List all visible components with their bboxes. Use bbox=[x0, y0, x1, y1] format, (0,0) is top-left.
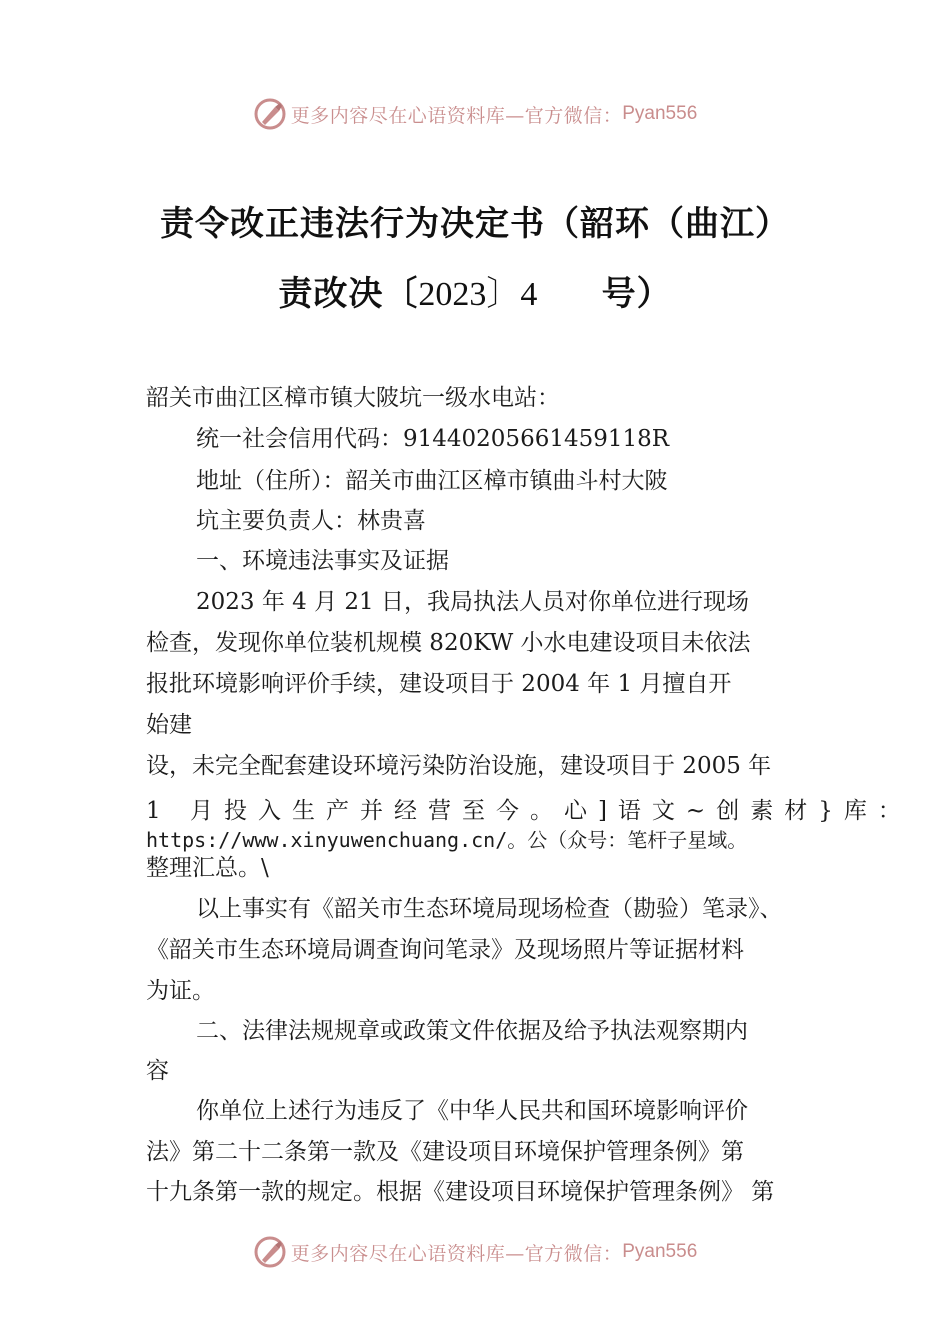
responsible-person: 坑主要负责人：林贵喜 bbox=[196, 508, 426, 534]
watermark-wechat-id: Pyan556 bbox=[622, 103, 698, 124]
document-title-line2 bbox=[0, 266, 950, 315]
watermark-wechat-id: Pyan556 bbox=[622, 1241, 698, 1262]
section2-heading-cont: 容 bbox=[146, 1058, 169, 1084]
address: 地址（住所）：韶关市曲江区樟市镇曲斗村大陂 bbox=[196, 468, 668, 494]
document-number: 2023〕4 bbox=[418, 276, 538, 313]
law-line: 你单位上述行为违反了《中华人民共和国环境影响评价 bbox=[196, 1098, 748, 1124]
law-line: 十九条第一款的规定。根据《建设项目环境保护管理条例》 第 bbox=[146, 1179, 775, 1205]
facts-url-line: https://www.xinyuwenchuang.cn/。公（众号：笔杆子星域。 bbox=[146, 828, 748, 852]
facts-line: 设，未完全配套建设环境污染防治设施，建设项目于 2005 年 bbox=[146, 753, 772, 779]
facts-line: 检查，发现你单位装机规模 820KW 小水电建设项目未依法 bbox=[146, 630, 751, 656]
evidence-line: 《韶关市生态环境局调查询问笔录》及现场照片等证据材料 bbox=[146, 937, 744, 963]
section1-heading: 一、环境违法事实及证据 bbox=[196, 548, 449, 574]
watermark-text: 更多内容尽在心语资料库—官方微信： bbox=[290, 1242, 623, 1265]
facts-line: 1 月投入生产并经营至今。心]语文~创素材}库： bbox=[146, 798, 912, 824]
law-line: 法》第二十二条第一款及《建设项目环境保护管理条例》第 bbox=[146, 1139, 744, 1165]
facts-line: 始建 bbox=[146, 712, 192, 738]
document-title-line1: 责令改正违法行为决定书（韶环（曲江） bbox=[160, 204, 790, 244]
pen-nib-logo-icon bbox=[253, 1235, 287, 1269]
evidence-line: 以上事实有《韶关市生态环境局现场检查（勘验）笔录》、 bbox=[196, 896, 783, 922]
watermark-banner-bottom bbox=[0, 1232, 950, 1272]
recipient: 韶关市曲江区樟市镇大陂坑一级水电站： bbox=[146, 385, 560, 411]
facts-line: 报批环境影响评价手续，建设项目于 2004 年 1 月擅自开 bbox=[146, 671, 732, 697]
evidence-line: 为证。 bbox=[146, 978, 215, 1004]
section2-heading: 二、法律法规规章或政策文件依据及给予执法观察期内 bbox=[196, 1018, 748, 1044]
document-number-suffix: 号） bbox=[601, 274, 672, 314]
pen-nib-logo-icon bbox=[253, 97, 287, 131]
facts-line: 2023 年 4 月 21 日，我局执法人员对你单位进行现场 bbox=[196, 589, 749, 615]
watermark-text: 更多内容尽在心语资料库—官方微信： bbox=[290, 104, 623, 127]
facts-line: 整理汇总。\ bbox=[146, 855, 269, 881]
watermark-banner-top bbox=[0, 94, 950, 134]
document-number-prefix: 责改决〔 bbox=[278, 274, 419, 314]
credit-code: 统一社会信用代码：91440205661459118R bbox=[196, 426, 670, 452]
